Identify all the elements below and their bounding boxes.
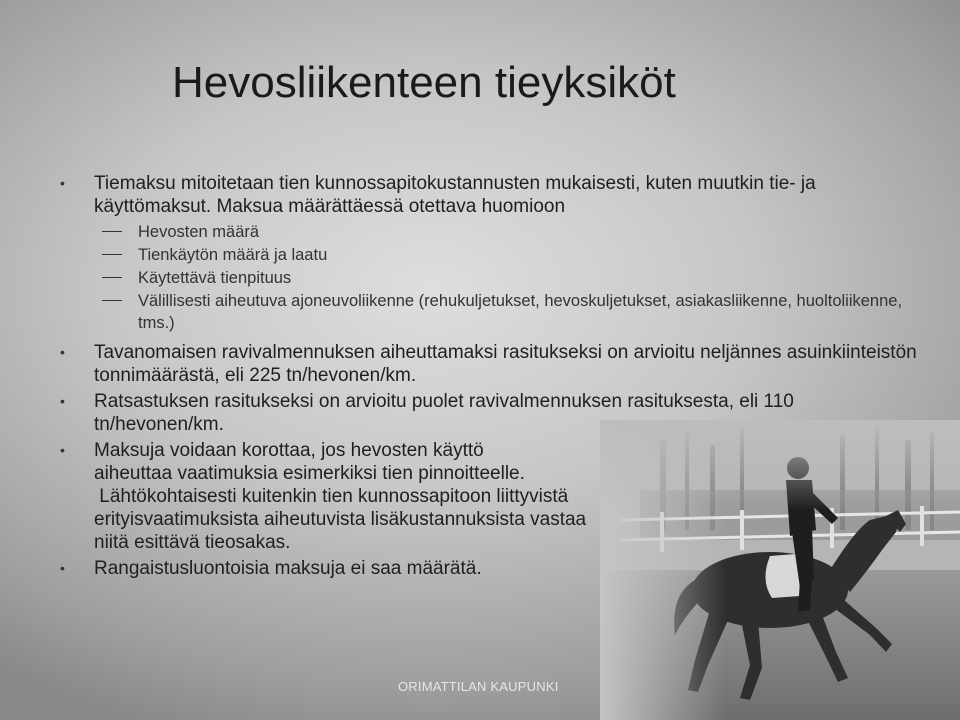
dash-icon <box>102 231 122 232</box>
sub-bullet-text: Käytettävä tienpituus <box>138 269 292 287</box>
dash-icon <box>102 277 122 278</box>
bullet-continuation <box>60 485 920 554</box>
sub-bullet-text: Välillisesti aiheutuva ajoneuvoliikenne (rehukuljetukset, hevoskuljetukset, asiakasliikenne, huoltoliikenne, tms.) <box>138 292 903 332</box>
slide-title: Hevosliikenteen tieyksiköt <box>172 58 676 107</box>
bullet-item <box>60 390 920 436</box>
sub-bullet-item <box>60 290 920 334</box>
bullet-text: Ratsastuksen rasitukseksi on arvioitu puolet ravivalmennuksen rasituksesta, eli 110 tn/hevonen/km. <box>94 391 794 435</box>
bullet-text-line: aiheuttaa vaatimuksia esimerkiksi tien pinnoitteelle. <box>94 463 525 484</box>
bullet-icon: • <box>60 560 65 576</box>
bullet-icon: • <box>60 344 65 360</box>
continuation-line: niitä esittävä tieosakas. <box>94 532 291 553</box>
bullet-item <box>60 341 920 387</box>
bullet-text: Tavanomaisen ravivalmennuksen aiheuttamaksi rasitukseksi on arvioitu neljännes asuinkiinteistön tonnimäärästä, eli 225 tn/hevonen/km. <box>94 342 917 386</box>
sub-bullet-item <box>60 221 920 243</box>
continuation-line: Lähtökohtaisesti kuitenkin tien kunnossapitoon liittyvistä <box>94 486 569 507</box>
bullet-text-line: Maksuja voidaan korottaa, jos hevosten käyttö <box>94 440 484 461</box>
footer-text: ORIMATTILAN KAUPUNKI <box>398 679 559 694</box>
continuation-line: erityisvaatimuksista aiheutuvista lisäkustannuksista vastaa <box>94 509 587 530</box>
sub-bullet-text: Hevosten määrä <box>138 223 260 241</box>
sub-bullet-item <box>60 244 920 266</box>
bullet-icon: • <box>60 442 65 458</box>
slide-body <box>60 172 920 583</box>
sub-bullet-item <box>60 267 920 289</box>
bullet-item <box>60 172 920 218</box>
bullet-item <box>60 439 920 485</box>
bullet-item <box>60 557 920 580</box>
bullet-icon: • <box>60 175 65 191</box>
bullet-text: Tiemaksu mitoitetaan tien kunnossapitokustannusten mukaisesti, kuten muutkin tie- ja käyttömaksut. Maksua määrättäessä otettava huomioon <box>94 173 816 217</box>
bullet-icon: • <box>60 393 65 409</box>
dash-icon <box>102 254 122 255</box>
bullet-text: Rangaistusluontoisia maksuja ei saa määrätä. <box>94 558 482 579</box>
dash-icon <box>102 300 122 301</box>
sub-bullet-text: Tienkäytön määrä ja laatu <box>138 246 328 264</box>
